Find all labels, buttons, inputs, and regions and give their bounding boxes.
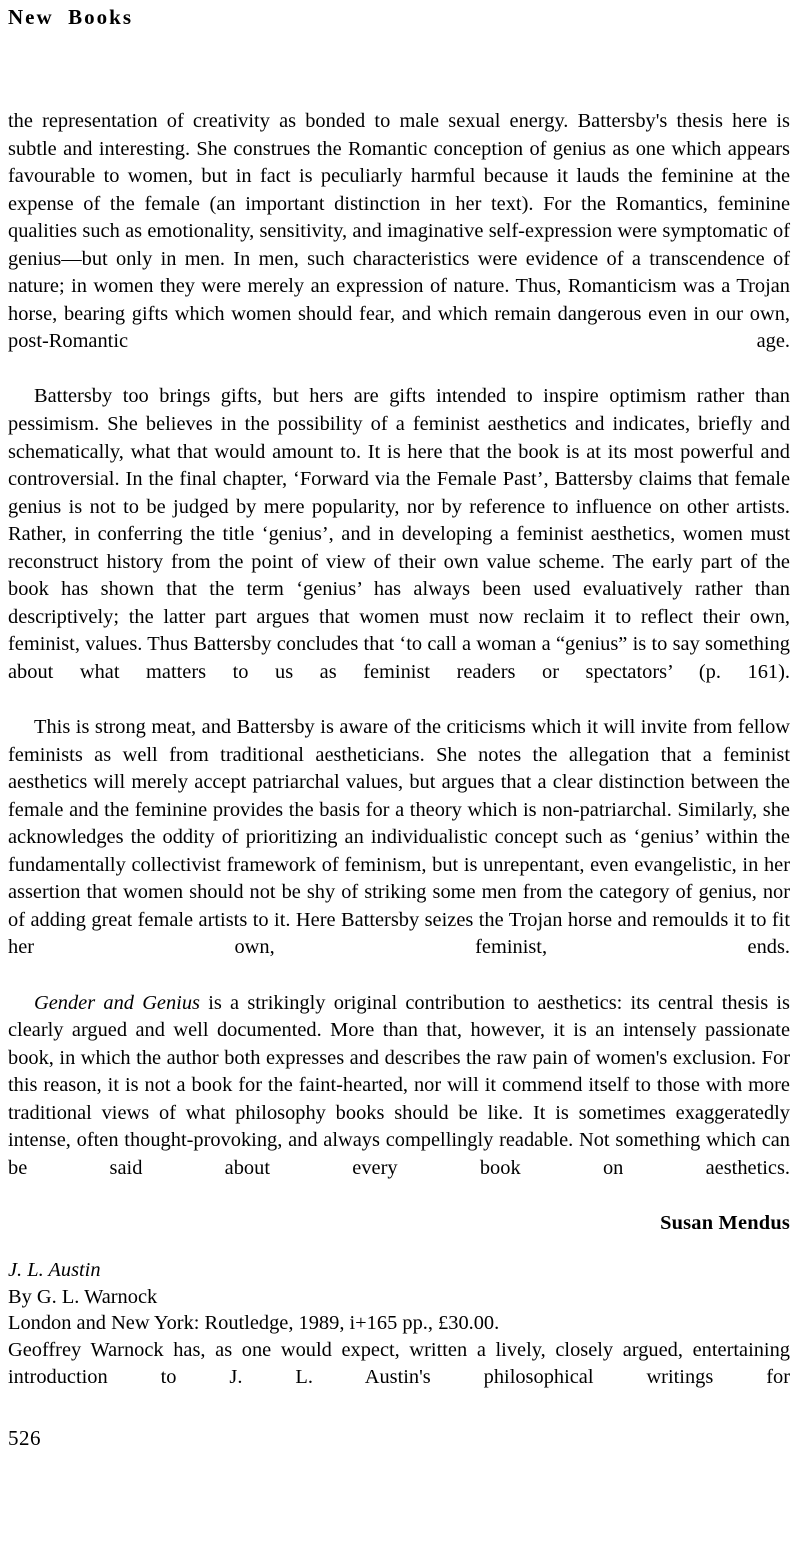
book-publication-details: London and New York: Routledge, 1989, i+165 pp., £30.00. xyxy=(8,1312,500,1335)
book-heading-block xyxy=(8,1257,790,1337)
page-number: 526 xyxy=(8,1426,41,1450)
review-paragraph: Geoffrey Warnock has, as one would expect, written a lively, closely argued, entertaining introduction to J. L. Austin's philosophical writings for xyxy=(8,1338,790,1389)
text-column xyxy=(8,108,790,1420)
running-head: New Books xyxy=(8,5,134,29)
review-paragraph-final-text: is a strikingly original contribution to aesthetics: its central thesis is clearly argued and well documented. More than that, however, it is an intensely passionate book, in which the author both expresses and describes the raw pain of women's exclusion. For this reason, it is not a book for the faint-hearted, nor will it commend itself to those with more traditional views of what philosophy books should be like. It is sometimes exaggeratedly intense, often thought-provoking, and always compellingly readable. Not something which can be said about every book on aesthetics. xyxy=(8,991,790,1179)
review-paragraph-final xyxy=(8,990,790,1210)
review-paragraph: the representation of creativity as bonded to male sexual energy. Battersby's thesis here is subtle and interesting. She construes the Romantic conception of genius as one which appears favourable to women, but in fact is peculiarly harmful because it lauds the feminine at the expense of the female (an important distinction in her text). For the Romantics, feminine qualities such as emotionality, sensitivity, and imaginative self-expression were symptomatic of genius—but only in men. In men, such characteristics were evidence of a transcendence of nature; in women they were merely an expression of nature. Thus, Romanticism was a Trojan horse, bearing gifts which women should fear, and which remain dangerous even in our own, post-Romantic age. xyxy=(8,110,790,353)
book-author: By G. L. Warnock xyxy=(8,1285,158,1308)
book-title-inline: Gender and Genius xyxy=(34,991,200,1014)
review-paragraph: This is strong meat, and Battersby is aware of the criticisms which it will invite from fellow feminists as well from traditional aestheticians. She notes the allegation that a feminist aesthetics will merely accept patriarchal values, but argues that a clear distinction between the female and the feminine provides the basis for a theory which is non-patriarchal. Similarly, she acknowledges the oddity of prioritizing an individualistic concept such as ‘genius’ within the fundamentally collectivist framework of feminism, but is unrepentant, even evangelistic, in her assertion that women should not be shy of striking some men from the category of genius, nor of adding great female artists to it. Here Battersby seizes the Trojan horse and remoulds it to fit her own, feminist, ends. xyxy=(8,716,790,959)
reviewer-name: Susan Mendus xyxy=(660,1211,790,1234)
book-title: J. L. Austin xyxy=(8,1259,101,1282)
review-paragraph: Battersby too brings gifts, but hers are gifts intended to inspire optimism rather than pessimism. She believes in the possibility of a feminist aesthetics and indicates, briefly and schematically, what that would amount to. It is here that the book is at its most powerful and controversial. In the final chapter, ‘Forward via the Female Past’, Battersby claims that female genius is not to be judged by mere popularity, nor by reference to influence on other artists. Rather, in conferring the title ‘genius’, and in developing a feminist aesthetics, women must reconstruct history from the point of view of their own value scheme. The early part of the book has shown that the term ‘genius’ has always been used evaluatively rather than descriptively; the latter part argues that women must now reclaim it to reflect their own, feminist, values. Thus Battersby concludes that ‘to call a woman a “genius” is to say something about what matters to us as feminist readers or spectators’ (p. 161). xyxy=(8,385,790,683)
